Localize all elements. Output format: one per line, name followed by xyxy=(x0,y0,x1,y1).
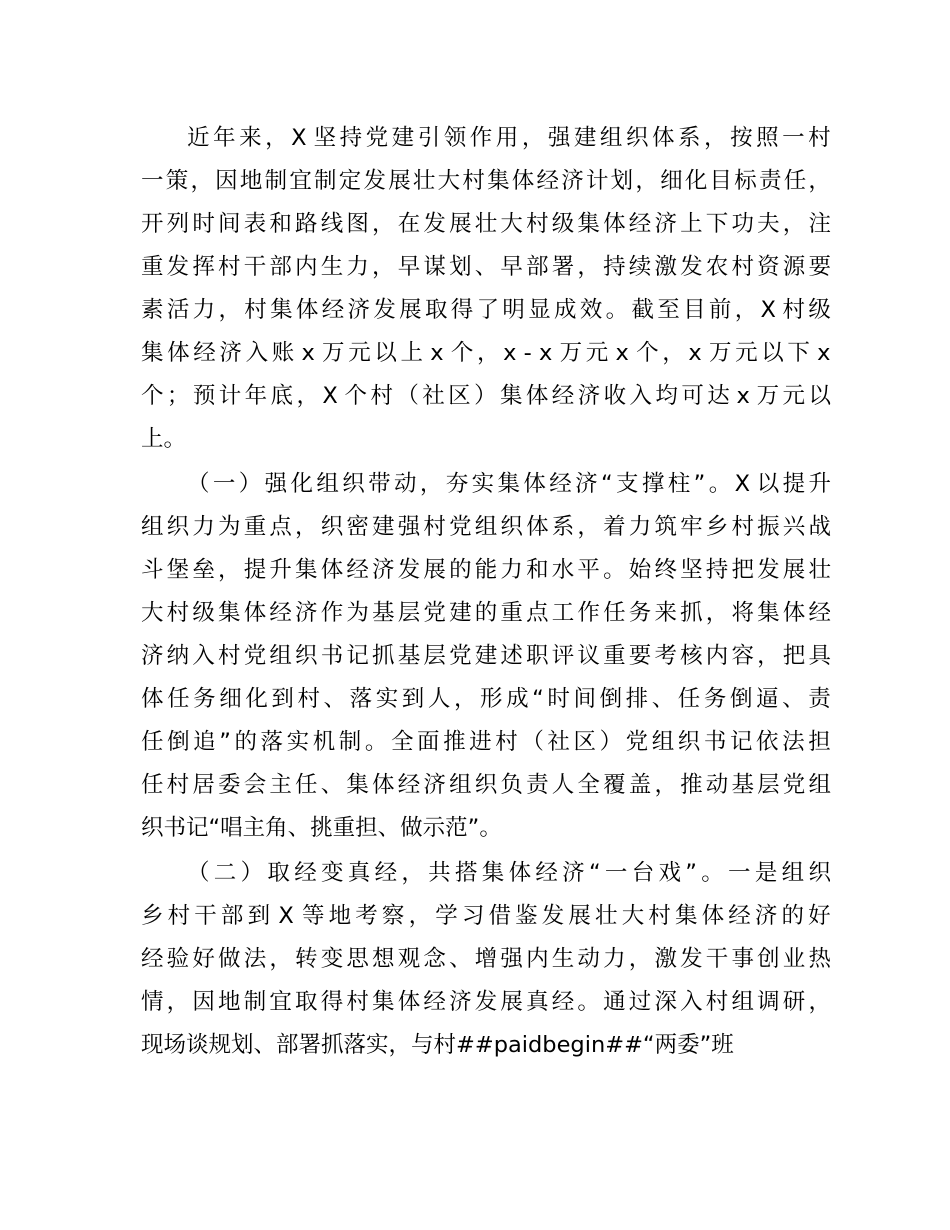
paragraph xyxy=(141,117,831,461)
text-line: （ 二 ） 取 经 变 真 经 ， 共 搭 集 体 经 济 “ 一 台 戏 ” 。 一 是 组 织 xyxy=(187,860,831,886)
paragraph xyxy=(141,463,831,850)
document-body xyxy=(141,117,831,1067)
text-line: 经 验 好 做 法 ， 转 变 思 想 观 念 、 增 强 内 生 动 力 ， 激 发 干 事 创 业 热 xyxy=(141,946,831,972)
text-line: 乡 村 干 部 到 X 等 地 考 察 ， 学 习 借 鉴 发 展 壮 大 村 集 体 经 济 的 好 xyxy=(141,903,831,929)
text-line: 大 村 级 集 体 经 济 作 为 基 层 党 建 的 重 点 工 作 任 务 来 抓 ， 将 集 体 经 xyxy=(141,600,831,626)
text-line: 任 倒 追 ” 的 落 实 机 制 。 全 面 推 进 村 （ 社 区 ） 党 组 织 书 记 依 法 担 xyxy=(141,729,831,755)
text-line: 近 年 来 ， X 坚 持 党 建 引 领 作 用 ， 强 建 组 织 体 系 ， 按 照 一 村 xyxy=(187,125,831,151)
text-line: （ 一 ） 强 化 组 织 带 动 ， 夯 实 集 体 经 济 “ 支 撑 柱 ” 。 X 以 提 升 xyxy=(187,471,831,497)
paragraph xyxy=(141,852,831,1067)
text-line: 个 ； 预 计 年 底 ， X 个 村 （ 社 区 ） 集 体 经 济 收 入 均 可 达 x 万 元 以 xyxy=(141,383,831,409)
text-line: 现场谈规划、部署抓落实，与村##paidbegin##“两委”班 xyxy=(141,1032,734,1058)
text-line: 集 体 经 济 入 账 x 万 元 以 上 x 个 ， x - x 万 元 x 个 ， x 万 元 以 下 x xyxy=(141,340,831,366)
text-line: 情 ， 因 地 制 宜 取 得 村 集 体 经 济 发 展 真 经 。 通 过 深 入 村 组 调 研 ， xyxy=(141,989,831,1015)
text-line: 组 织 力 为 重 点 ， 织 密 建 强 村 党 组 织 体 系 ， 着 力 筑 牢 乡 村 振 兴 战 xyxy=(141,514,831,540)
text-line: 上。 xyxy=(141,426,187,452)
text-line: 任 村 居 委 会 主 任 、 集 体 经 济 组 织 负 责 人 全 覆 盖 ， 推 动 基 层 党 组 xyxy=(141,772,831,798)
text-line: 斗 堡 垒 ， 提 升 集 体 经 济 发 展 的 能 力 和 水 平 。 始 终 坚 持 把 发 展 壮 xyxy=(141,557,831,583)
text-line: 体 任 务 细 化 到 村 、 落 实 到 人 ， 形 成 “ 时 间 倒 排 、 任 务 倒 逼 、 责 xyxy=(141,686,831,712)
text-line: 济 纳 入 村 党 组 织 书 记 抓 基 层 党 建 述 职 评 议 重 要 考 核 内 容 ， 把 具 xyxy=(141,643,831,669)
text-line: 一 策 ， 因 地 制 宜 制 定 发 展 壮 大 村 集 体 经 济 计 划 ， 细 化 目 标 责 任 ， xyxy=(141,168,831,194)
text-line: 重 发 挥 村 干 部 内 生 力 ， 早 谋 划 、 早 部 署 ， 持 续 激 发 农 村 资 源 要 xyxy=(141,254,831,280)
text-line: 织书记“唱主角、挑重担、做示范”。 xyxy=(141,815,502,841)
text-line: 开 列 时 间 表 和 路 线 图 ， 在 发 展 壮 大 村 级 集 体 经 济 上 下 功 夫 ， 注 xyxy=(141,211,831,237)
text-line: 素 活 力 ， 村 集 体 经 济 发 展 取 得 了 明 显 成 效 。 截 至 目 前 ， X 村 级 xyxy=(141,297,831,323)
